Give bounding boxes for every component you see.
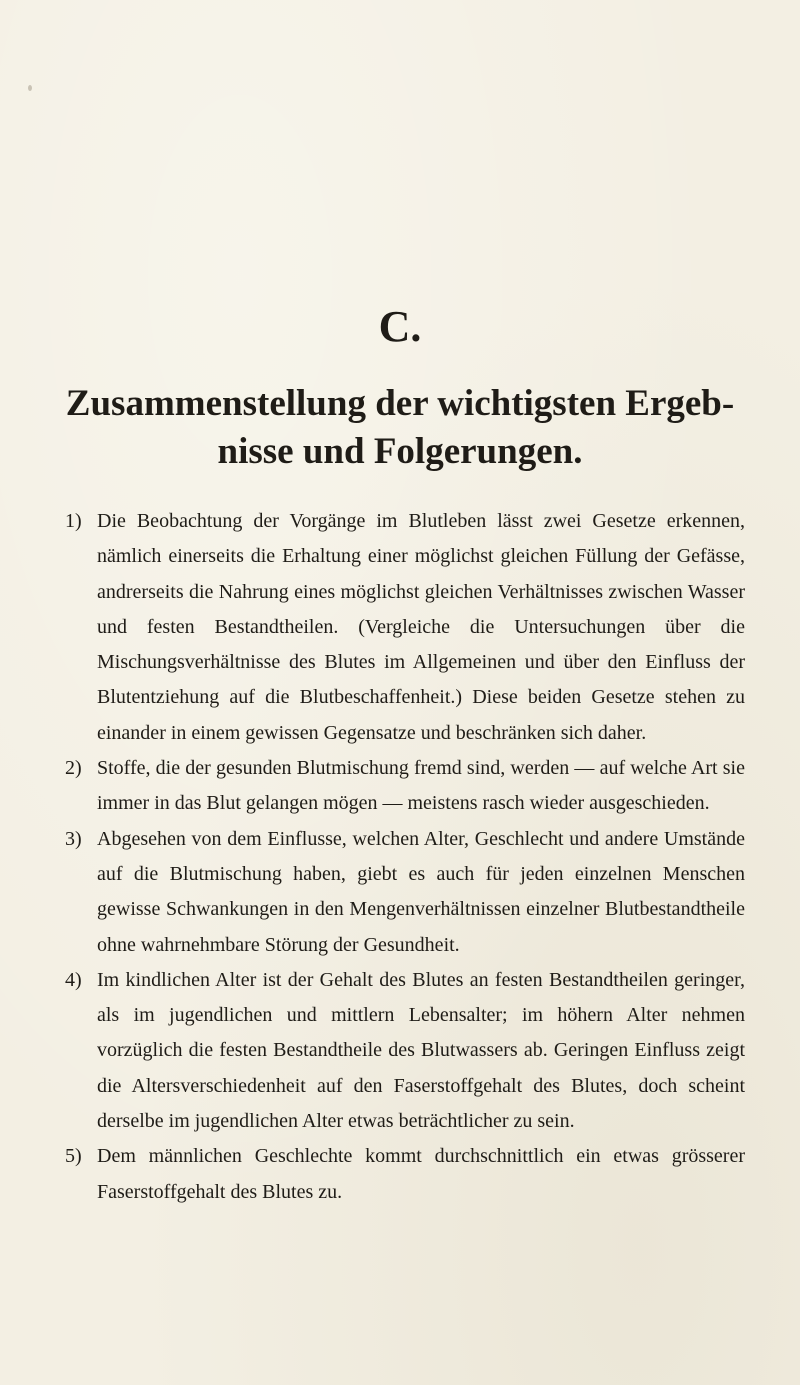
heading-line-2: nisse und Folgerungen.	[217, 431, 583, 472]
item-text: Stoffe, die der gesunden Blutmischung fremd sind, werden — auf welche Art sie immer in das Blut gelangen mögen — meistens rasch wieder ausgeschieden.	[97, 757, 745, 815]
item-number: 4)	[65, 968, 82, 991]
item-text: Abgesehen von dem Einflusse, welchen Alter, Geschlecht und andere Umstände auf die Blutmischung haben, giebt es auch für jeden einzelnen Menschen gewisse Schwankungen in den Mengenverhältnissen einzelner Blutbestandtheile ohne wahrnehmbare Störung der Gesundheit.	[97, 827, 745, 956]
item-number: 1)	[65, 510, 82, 532]
ink-speck	[28, 85, 32, 91]
item-number: 2)	[65, 757, 82, 780]
list-item-5	[65, 1139, 745, 1210]
page-heading	[60, 380, 740, 476]
item-text: Im kindlichen Alter ist der Gehalt des Blutes an festen Bestandtheilen geringer, als im jugendlichen und mittlern Lebensalter; im höhern Alter nehmen vorzüglich die festen Bestandtheile des Blutwassers ab. Geringen Einfluss zeigt die Altersverschiedenheit auf den Faserstoffgehalt des Blutes, doch scheint derselbe im jugendlichen Alter etwas beträchtlicher zu sein.	[97, 968, 745, 1133]
item-text: Dem männlichen Geschlechte kommt durchschnittlich ein etwas grösserer Faserstoffgehalt des Blutes zu.	[97, 1145, 745, 1203]
list-item-2	[65, 751, 745, 822]
list-item-1	[65, 504, 745, 751]
list-item-3	[65, 822, 745, 963]
heading-line-1: Zusammenstellung der wichtigsten Ergeb-	[65, 383, 735, 424]
section-letter: C.	[378, 302, 422, 351]
list-item-4	[65, 963, 745, 1139]
item-number: 3)	[65, 827, 82, 850]
numbered-list	[65, 504, 745, 1210]
item-number: 5)	[65, 1145, 82, 1168]
item-text: Die Beobachtung der Vorgänge im Blutleben lässt zwei Gesetze erkennen, nämlich einerseits die Erhaltung einer möglichst gleichen Füllung der Gefässe, andrerseits die Nahrung eines möglichst gleichen Verhältnisses zwischen Wasser und festen Bestandtheilen. (Vergleiche die Untersuchungen über die Mischungsverhältnisse des Blutes im Allgemeinen und über den Einfluss der Blutentziehung auf die Blutbeschaffenheit.) Diese beiden Gesetze stehen zu einander in einem gewissen Gegensatze und beschränken sich daher.	[97, 510, 745, 744]
